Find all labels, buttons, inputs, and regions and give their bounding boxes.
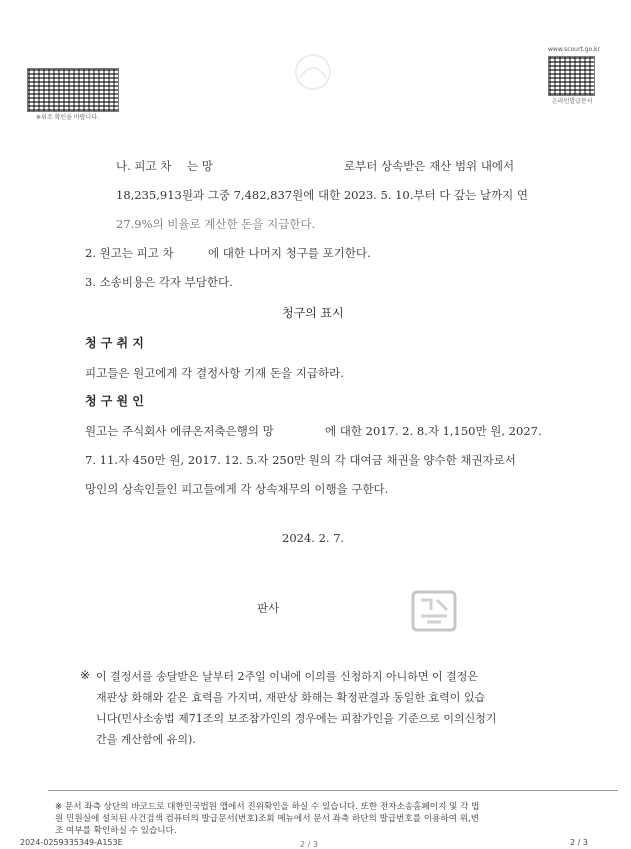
- item2-b: 에 대한 나머지 청구를 포기한다.: [208, 246, 371, 260]
- judge-seal-icon: [407, 586, 461, 636]
- cause-line2: 7. 11.자 450만 원, 2017. 12. 5.자 250만 원의 각 대여금 채권을 양수한 채권자로서: [85, 453, 516, 467]
- item-na-line1a: 나. 피고 차: [116, 159, 172, 173]
- judge-label: 판사: [257, 601, 280, 615]
- cause-line1b: 에 대한 2017. 2. 8.자 1,150만 원, 2027.: [325, 424, 542, 438]
- court-emblem-icon: [290, 52, 336, 92]
- item2-a: 2. 원고는 피고 차: [85, 246, 174, 260]
- left-qr-caption: ※위조 확인을 바랍니다.: [36, 114, 99, 121]
- court-site-url: www.scourt.go.kr: [548, 46, 600, 53]
- issue-number: 2024-0259335349-A153E: [20, 838, 123, 847]
- notice-mark: ※: [80, 668, 91, 682]
- footer-divider: [48, 790, 618, 791]
- left-qr-code-icon: [27, 68, 119, 112]
- page-number-right: 2 / 3: [570, 838, 588, 847]
- claims-title: 청구의 표시: [282, 306, 344, 320]
- notice-line2: 재판상 화해와 같은 효력을 가지며, 재판상 화해는 확정판결과 동일한 효력이 있습: [96, 691, 486, 704]
- item-na-line2: 18,235,913원과 그중 7,482,837원에 대한 2023. 5. 10.부터 다 갚는 날까지 연: [116, 188, 528, 202]
- notice-line4: 간을 계산함에 유의).: [96, 733, 196, 746]
- notice-line3: 니다(민사소송법 제71조의 보조참가인의 경우에는 피참가인을 기준으로 이의신청기: [96, 712, 497, 725]
- item-na-line1b: 는 망: [187, 159, 213, 173]
- decision-date: 2024. 2. 7.: [282, 531, 345, 545]
- cause-line1a: 원고는 주식회사 에큐온저축은행의 망: [85, 424, 274, 438]
- cause-line3: 망인의 상속인들인 피고들에게 각 상속채무의 이행을 구한다.: [85, 482, 389, 496]
- right-qr-caption: 온라인발급문서: [552, 98, 593, 105]
- item3: 3. 소송비용은 각자 부담한다.: [85, 275, 233, 289]
- item-na-line3: 27.9%의 비율로 계산한 돈을 지급한다.: [116, 217, 316, 231]
- cause-heading: 청 구 원 인: [85, 394, 144, 408]
- footer-line3: 조 여부를 확인하실 수 있습니다.: [55, 826, 177, 836]
- right-qr-code-icon: [548, 56, 595, 96]
- footer-line1: ※ 문서 좌측 상단의 바코드로 대한민국법원 앱에서 진위확인을 하실 수 있습니다. 또한 전자소송홈페이지 및 각 법: [55, 802, 480, 812]
- purpose-text: 피고들은 원고에게 각 결정사항 기재 돈을 지급하라.: [85, 366, 344, 380]
- purpose-heading: 청 구 취 지: [85, 336, 144, 350]
- item-na-line1c: 로부터 상속받은 재산 범위 내에서: [344, 159, 515, 173]
- page-number-center: 2 / 3: [300, 840, 318, 849]
- footer-line2: 원 민원실에 설치된 사건검색 컴퓨터의 발급문서(번호)조회 메뉴에서 문서 좌측 하단의 발급번호를 이용하여 위,변: [55, 814, 480, 824]
- notice-line1: 이 결정서를 송달받은 날부터 2주일 이내에 이의를 신청하지 아니하면 이 결정은: [96, 670, 478, 683]
